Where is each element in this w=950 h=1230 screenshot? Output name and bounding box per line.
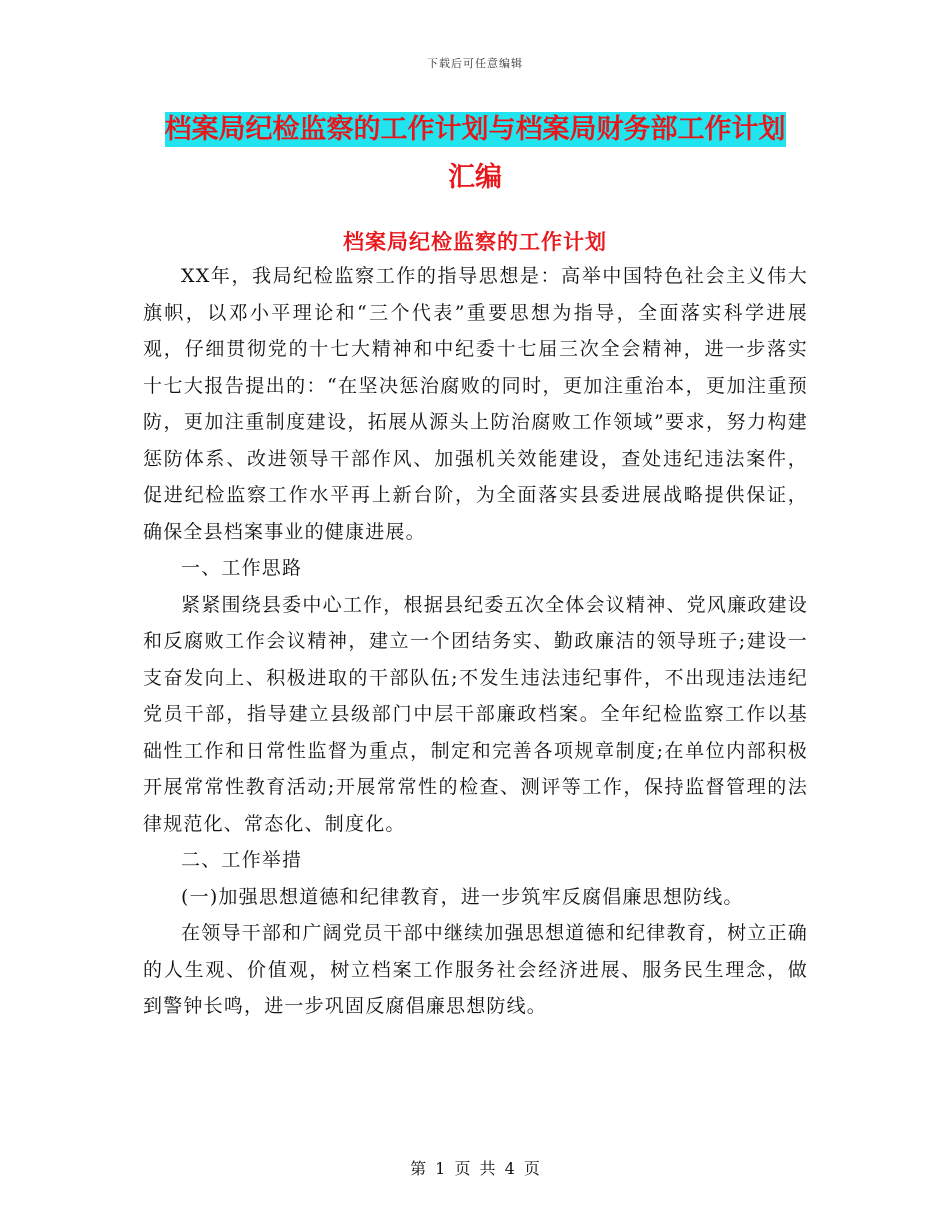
paragraph-intro: XX年，我局纪检监察工作的指导思想是：高举中国特色社会主义伟大旗帜，以邓小平理论和“三个代表”重要思想为指导，全面落实科学进展观，仔细贯彻党的十七大精神和中纪委十七届三次全会精神，进一步落实十七大报告提出的：“在坚决惩治腐败的同时，更加注重治本，更加注重预防，更加注重制度建设，拓展从源头上防治腐败工作领域”要求，努力构建惩防体系、改进领导干部作风、加强机关效能建设，查处违纪违法案件，促进纪检监察工作水平再上新台阶，为全面落实县委进展战略提供保证，确保全县档案事业的健康进展。 — [143, 265, 808, 543]
document-title — [140, 106, 810, 202]
page-footer: 第 1 页 共 4 页 — [410, 1159, 540, 1178]
heading-work-ideas: 一、工作思路 — [181, 557, 303, 579]
section-title: 档案局纪检监察的工作计划 — [343, 229, 607, 254]
title-line-1: 档案局纪检监察的工作计划与档案局财务部工作计划 — [164, 114, 786, 145]
page-header-note: 下载后可任意编辑 — [427, 57, 523, 70]
heading-work-measures: 二、工作举措 — [181, 849, 303, 871]
subheading-measure-1: (一)加强思想道德和纪律教育，进一步筑牢反腐倡廉思想防线。 — [181, 885, 744, 908]
paragraph-work-ideas: 紧紧围绕县委中心工作，根据县纪委五次全体会议精神、党风廉政建设和反腐败工作会议精神，建立一个团结务实、勤政廉洁的领导班子;建设一支奋发向上、积极进取的干部队伍;不发生违法违纪事件，不出现违法违纪党员干部，指导建立县级部门中层干部廉政档案。全年纪检监察工作以基础性工作和日常性监督为重点，制定和完善各项规章制度;在单位内部积极开展常常性教育活动;开展常常性的检查、测评等工作，保持监督管理的法律规范化、常态化、制度化。 — [143, 593, 808, 835]
title-line-2: 汇编 — [448, 162, 502, 193]
paragraph-measure-1: 在领导干部和广阔党员干部中继续加强思想道德和纪律教育，树立正确的人生观、价值观，树立档案工作服务社会经济进展、服务民生理念，做到警钟长鸣，进一步巩固反腐倡廉思想防线。 — [143, 922, 808, 1017]
document-body — [143, 258, 808, 1025]
